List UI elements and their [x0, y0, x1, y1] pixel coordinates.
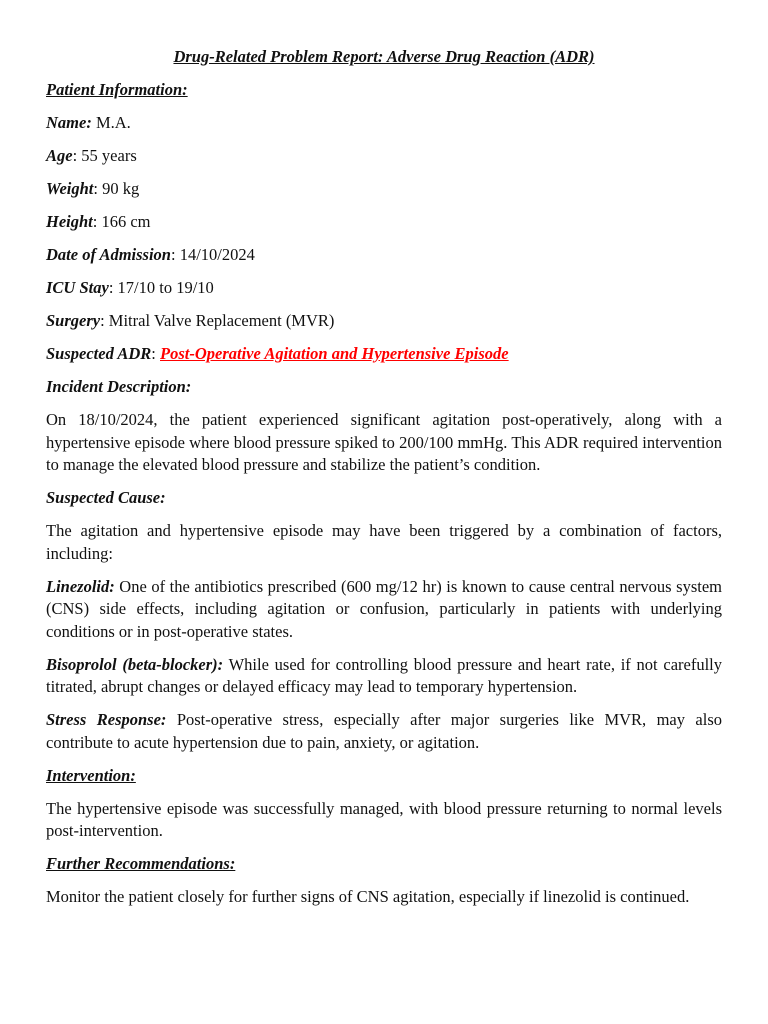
name-line — [46, 112, 722, 134]
cause-item-label: Bisoprolol (beta-blocker): — [46, 654, 224, 674]
recommendations-heading: Further Recommendations: — [46, 854, 236, 873]
surgery-line — [46, 310, 722, 332]
cause-item-text: One of the antibiotics prescribed (600 mg/12 hr) is known to cause central nervous system (CNS) side effects, including agitation or confusion, particularly in patients with underlying conditions or in post-operative states. — [46, 576, 722, 641]
surgery-value: : Mitral Valve Replacement (MVR) — [100, 311, 335, 330]
icu-line — [46, 277, 722, 299]
cause-item-label: Stress Response: — [46, 710, 167, 729]
age-label: Age — [46, 146, 73, 165]
cause-item-text: While used for controlling blood pressure and heart rate, if not carefully titrated, abrupt changes or delayed efficacy may lead to temporary hypertension. — [46, 654, 722, 696]
cause-item-text: Post-operative stress, especially after major surgeries like MVR, may also contribute to acute hypertension due to pain, anxiety, or agitation. — [46, 710, 722, 752]
cause-item-linezolid — [46, 576, 722, 644]
patient-info-heading: Patient Information: — [46, 80, 188, 99]
height-value: : 166 cm — [92, 212, 151, 231]
icu-value: : 17/10 to 19/10 — [108, 278, 214, 297]
report-title: Drug-Related Problem Report: Adverse Drug Reaction (ADR) — [173, 47, 595, 66]
age-value: : 55 years — [72, 146, 137, 165]
recommendations-paragraph: Monitor the patient closely for further signs of CNS agitation, especially if linezolid is continued. — [46, 887, 690, 906]
height-line — [46, 211, 722, 233]
weight-label: Weight — [46, 179, 94, 198]
cause-item-bisoprolol — [46, 654, 722, 699]
height-label: Height — [46, 212, 93, 231]
cause-heading: Suspected Cause: — [46, 488, 166, 507]
adr-value-highlight: Post-Operative Agitation and Hypertensive Episode — [160, 344, 509, 363]
adr-label: Suspected ADR — [46, 344, 152, 363]
intervention-paragraph: The hypertensive episode was successfully managed, with blood pressure returning to normal levels post-intervention. — [46, 798, 722, 840]
weight-value: : 90 kg — [93, 179, 140, 198]
cause-item-label: Linezolid: — [46, 576, 115, 596]
name-label: Name: — [46, 113, 92, 132]
adr-separator: : — [151, 344, 160, 363]
admission-line — [46, 244, 722, 266]
intervention-heading: Intervention: — [46, 765, 136, 785]
incident-heading: Incident Description: — [46, 377, 192, 396]
surgery-label: Surgery — [46, 311, 101, 330]
cause-intro-paragraph: The agitation and hypertensive episode may have been triggered by a combination of factors, including: — [46, 521, 722, 563]
admission-value: : 14/10/2024 — [170, 245, 255, 264]
cause-item-stress-response — [46, 709, 722, 754]
adr-line — [46, 343, 722, 365]
age-line — [46, 145, 722, 167]
name-value: M.A. — [91, 113, 131, 132]
admission-label: Date of Admission — [46, 245, 171, 264]
weight-line — [46, 178, 722, 200]
incident-paragraph: On 18/10/2024, the patient experienced significant agitation post-operatively, along with a hypertensive episode where blood pressure spiked to 200/100 mmHg. This ADR required intervention to manage the elevated blood pressure and stabilize the patient’s condition. — [46, 410, 722, 474]
icu-label: ICU Stay — [46, 278, 109, 297]
